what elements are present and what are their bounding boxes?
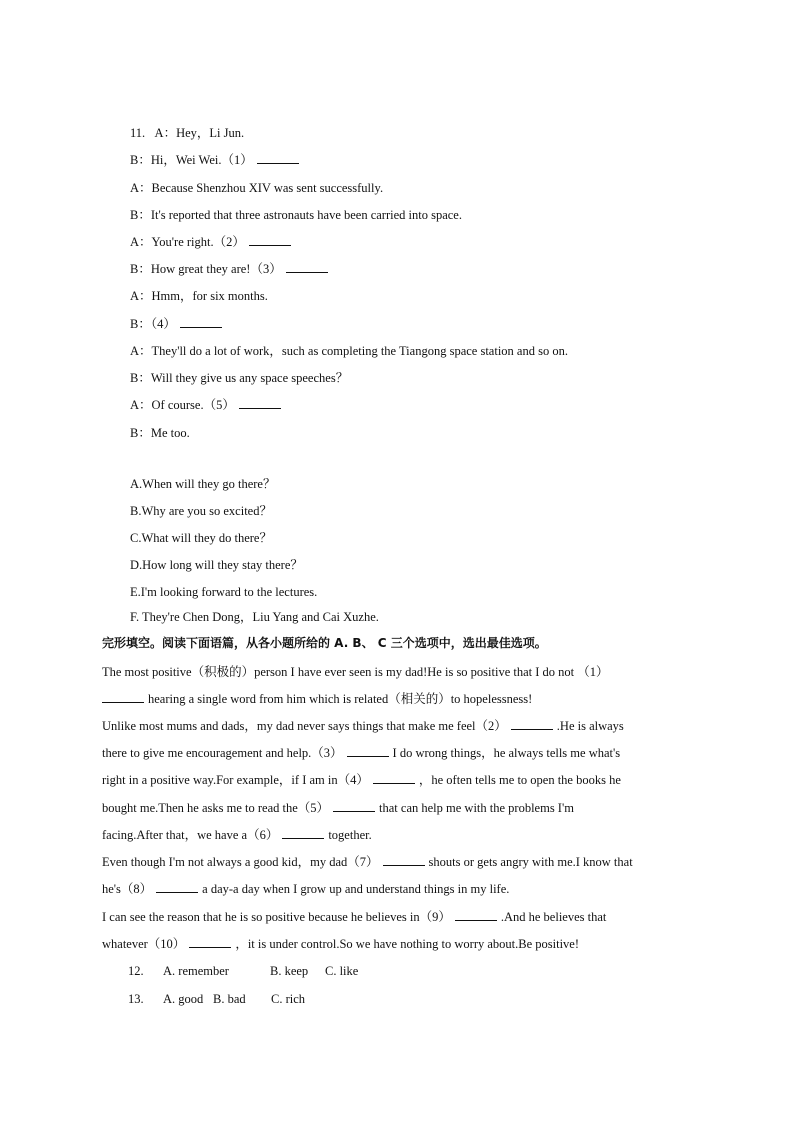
cloze-line <box>102 799 574 817</box>
cloze-text: right in a positive way.For example，if I am in（4） <box>102 773 369 787</box>
question-number: 13. <box>128 992 144 1006</box>
cloze-text: bought me.Then he asks me to read the（5） <box>102 801 330 815</box>
dialogue-line: A：They'll do a lot of work，such as completing the Tiangong space station and so on. <box>130 344 568 358</box>
dialogue-row <box>130 233 295 251</box>
cloze-text: The most positive（积极的）person I have ever seen is my dad!He is so positive that I do not （1） <box>102 665 609 679</box>
dialogue-row <box>130 260 332 278</box>
answer-blank[interactable] <box>156 880 198 893</box>
dialogue-row <box>130 424 190 442</box>
dialogue-row <box>130 369 348 387</box>
dialogue-line: A：You're right.（2） <box>130 235 245 249</box>
cloze-line <box>102 908 606 926</box>
cloze-text: I do wrong things，he always tells me what's <box>392 746 621 760</box>
answer-blank[interactable] <box>249 233 291 246</box>
answer-blank[interactable] <box>282 826 324 839</box>
dialogue-line: B：Me too. <box>130 426 190 440</box>
dialogue-row <box>130 206 462 224</box>
dialogue-row <box>130 179 383 197</box>
question-13 <box>128 990 306 1008</box>
choice-b[interactable]: B. bad <box>213 992 246 1006</box>
cloze-text: .And he believes that <box>500 910 607 924</box>
answer-blank[interactable] <box>189 935 231 948</box>
question-11-line-1 <box>130 124 244 142</box>
cloze-text: whatever（10） <box>102 937 186 951</box>
cloze-line <box>102 935 579 953</box>
cloze-text: Even though I'm not always a good kid，my dad（7） <box>102 855 379 869</box>
choice-a[interactable]: A. good <box>163 992 204 1006</box>
cloze-text: he's（8） <box>102 882 153 896</box>
answer-blank[interactable] <box>239 396 281 409</box>
cloze-text: hearing a single word from him which is related（相关的）to hopelessness! <box>148 692 533 706</box>
option-f: F. They're Chen Dong，Liu Yang and Cai Xuzhe. <box>130 610 379 624</box>
question-12 <box>128 962 359 980</box>
dialogue-line: A：Of course.（5） <box>130 398 235 412</box>
option-a: A.When will they go there？ <box>130 477 276 491</box>
dialogue-line: A：Hey，Li Jun. <box>154 126 245 140</box>
cloze-line <box>102 744 620 762</box>
dialogue-row <box>130 151 303 169</box>
answer-blank[interactable] <box>347 744 389 757</box>
answer-blank[interactable] <box>257 151 299 164</box>
dialogue-line: B：（4） <box>130 317 176 331</box>
cloze-text: ，he often tells me to open the books he <box>418 773 621 787</box>
option-e: E.I'm looking forward to the lectures. <box>130 585 318 599</box>
cloze-line <box>102 771 621 789</box>
choice-a[interactable]: A. remember <box>163 964 229 978</box>
cloze-text: Unlike most mums and dads，my dad never says things that make me feel（2） <box>102 719 507 733</box>
option-d: D.How long will they stay there？ <box>130 558 303 572</box>
dialogue-line: B：How great they are!（3） <box>130 262 282 276</box>
cloze-instruction: 完形填空。阅读下面语篇，从各小题所给的 A. B、 C 三个选项中，选出最佳选项。 <box>102 636 547 650</box>
cloze-text: there to give me encouragement and help.（3） <box>102 746 343 760</box>
answer-blank[interactable] <box>455 908 497 921</box>
dialogue-line: B：Hi，Wei Wei.（1） <box>130 153 253 167</box>
cloze-line <box>102 717 624 735</box>
dialogue-line: B：It's reported that three astronauts have been carried into space. <box>130 208 462 222</box>
cloze-line <box>102 880 509 898</box>
choice-c[interactable]: C. like <box>325 964 359 978</box>
choice-b[interactable]: B. keep <box>270 964 309 978</box>
cloze-text: a day-a day when I grow up and understand things in my life. <box>202 882 510 896</box>
cloze-text: ，it is under control.So we have nothing to worry about.Be positive! <box>235 937 580 951</box>
choice-c[interactable]: C. rich <box>271 992 306 1006</box>
question-number: 11. <box>130 126 146 140</box>
cloze-line <box>102 826 372 844</box>
answer-blank[interactable] <box>373 771 415 784</box>
dialogue-line: B：Will they give us any space speeches？ <box>130 371 349 385</box>
cloze-line <box>102 663 609 681</box>
answer-blank[interactable] <box>511 717 553 730</box>
dialogue-row <box>130 342 568 360</box>
dialogue-line: A：Because Shenzhou XIV was sent successfully. <box>130 181 384 195</box>
cloze-line <box>102 853 633 871</box>
answer-blank[interactable] <box>383 853 425 866</box>
cloze-text: .He is always <box>556 719 624 733</box>
cloze-text: that can help me with the problems I'm <box>379 801 574 815</box>
answer-blank[interactable] <box>286 260 328 273</box>
answer-blank[interactable] <box>102 690 144 703</box>
dialogue-row <box>130 315 226 333</box>
question-number: 12. <box>128 964 144 978</box>
cloze-text: facing.After that，we have a（6） <box>102 828 279 842</box>
cloze-text: shouts or gets angry with me.I know that <box>428 855 633 869</box>
option-b: B.Why are you so excited？ <box>130 504 272 518</box>
dialogue-row <box>130 287 268 305</box>
dialogue-line: A：Hmm，for six months. <box>130 289 268 303</box>
answer-blank[interactable] <box>180 315 222 328</box>
cloze-text: together. <box>328 828 372 842</box>
option-c: C.What will they do there？ <box>130 531 272 545</box>
cloze-line <box>102 690 532 708</box>
cloze-text: I can see the reason that he is so positive because he believes in（9） <box>102 910 451 924</box>
answer-blank[interactable] <box>333 799 375 812</box>
dialogue-row <box>130 396 285 414</box>
